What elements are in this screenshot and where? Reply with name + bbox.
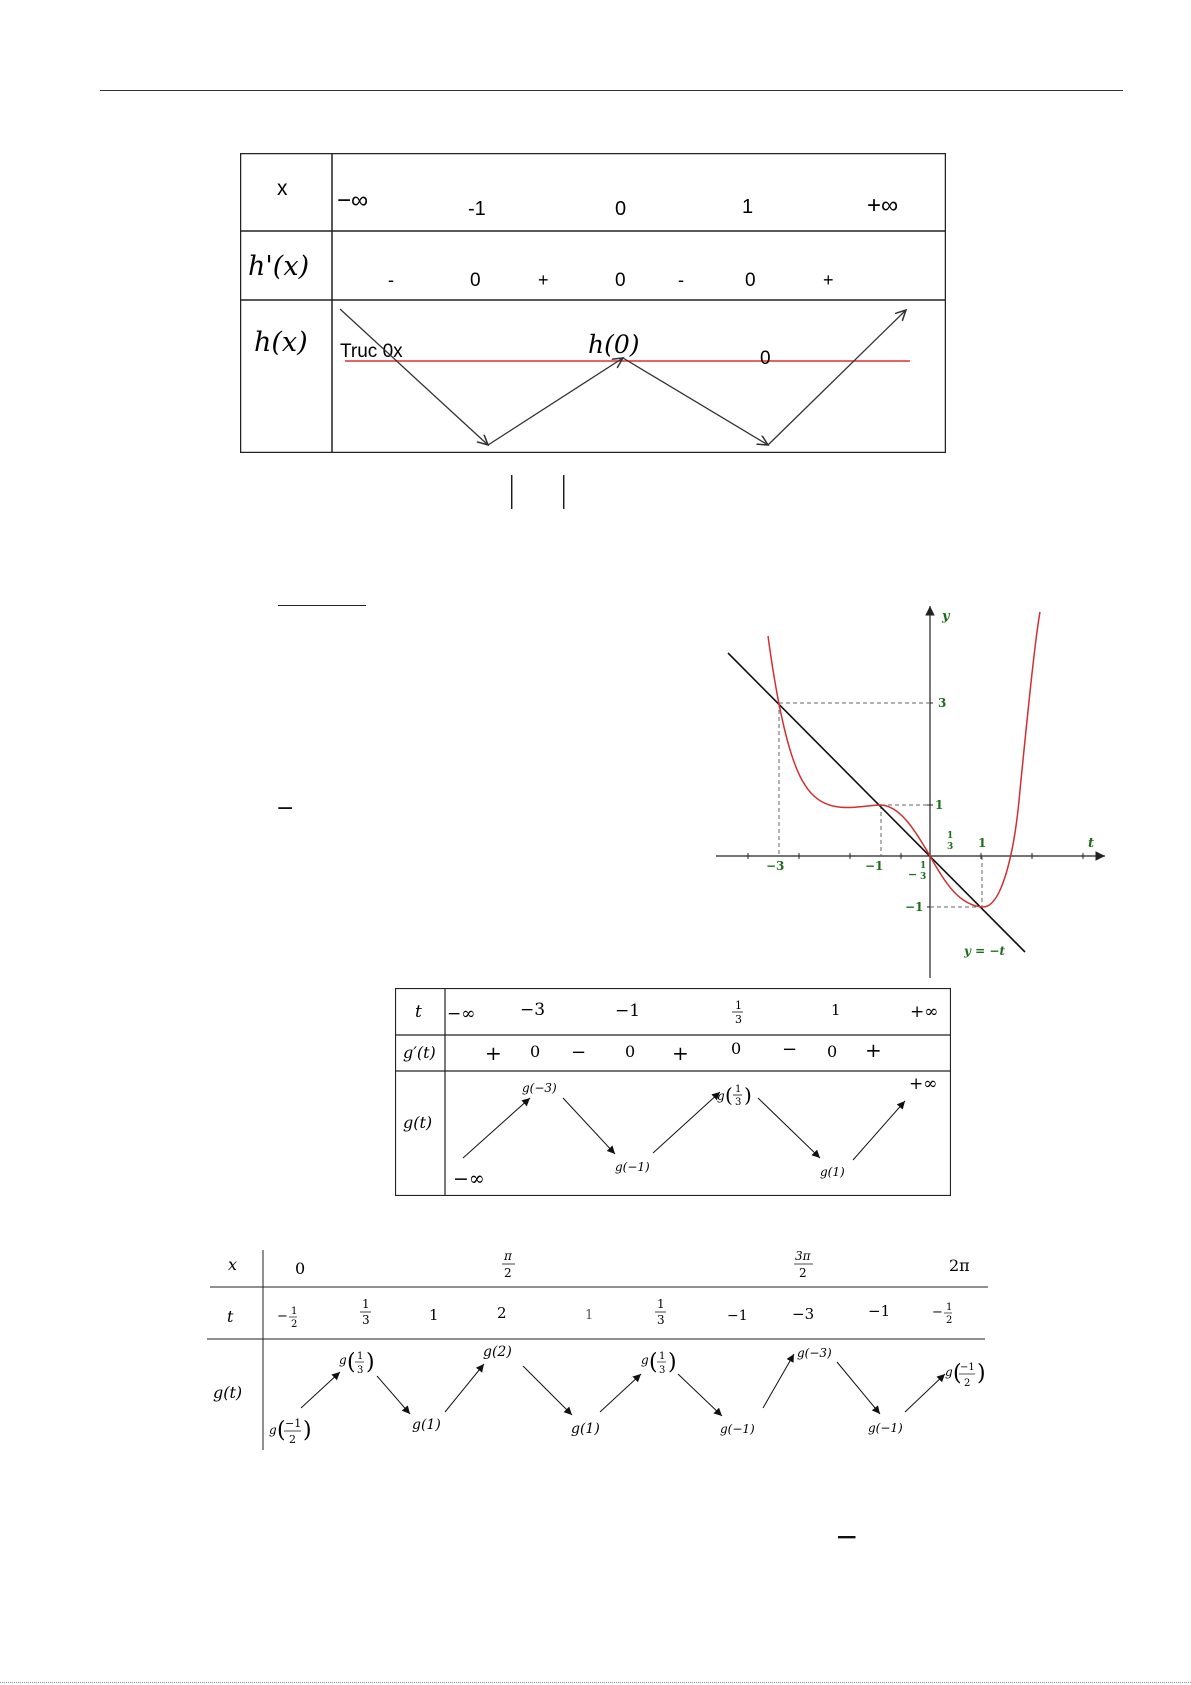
g-curve	[768, 612, 1040, 907]
t-value: 1	[291, 1306, 298, 1317]
g-value: g(1)	[412, 1417, 441, 1433]
g-value: g(−1)	[720, 1422, 755, 1436]
h-table-x-value: 1	[742, 196, 754, 218]
g-table-t-label: t	[415, 1002, 422, 1022]
g-value: g(−1)	[615, 1160, 650, 1174]
h-table-x-value: -1	[468, 198, 486, 220]
dash-mark: −	[276, 796, 295, 821]
gp-sign: 0	[731, 1039, 742, 1058]
g-table-t-value: 1	[735, 999, 742, 1012]
g-arrow-up	[853, 1101, 905, 1160]
g-value: −∞	[453, 1168, 485, 1190]
g-value: g(−3)	[797, 1346, 832, 1360]
neg-third-den: 3	[920, 872, 927, 882]
g-value: −1	[960, 1362, 975, 1373]
underline-mark	[278, 605, 366, 606]
x-value: 3π	[795, 1249, 811, 1263]
hp-sign: +	[823, 270, 834, 290]
x-value: 2π	[949, 1256, 970, 1275]
arrow-up	[301, 1372, 340, 1408]
h-arrow-up	[488, 358, 623, 445]
h-label: h(x)	[254, 327, 308, 358]
g-value: 1	[735, 1084, 742, 1095]
paren: )	[977, 1361, 986, 1386]
dash-mark-bottom: −	[835, 1520, 859, 1553]
gp-sign: +	[865, 1038, 882, 1062]
hp-sign: -	[388, 270, 394, 290]
g-value: g(−1)	[868, 1421, 903, 1435]
g-table-t-value: −∞	[447, 1004, 476, 1024]
arrow-down	[377, 1376, 410, 1414]
abs-bar-left: |	[508, 470, 515, 510]
gp-sign: +	[485, 1041, 502, 1065]
g-value: 1	[659, 1351, 666, 1362]
g-arrow-up	[463, 1098, 530, 1158]
h-table-x-value: 0	[615, 198, 627, 220]
paren: )	[303, 1418, 312, 1443]
g-arrow-down	[563, 1098, 615, 1154]
g-table-t-value: −1	[615, 1001, 641, 1021]
y-axis-label: y	[942, 609, 950, 624]
x-value: 2	[504, 1266, 512, 1280]
g-value: g(1)	[820, 1165, 845, 1179]
g-variation-table	[395, 988, 951, 1196]
t-value: 3	[362, 1313, 370, 1327]
t-value: 1	[585, 1308, 594, 1323]
x-label: x	[228, 1255, 238, 1274]
y-tick-label: 1	[935, 798, 944, 812]
g-value-paren: )	[744, 1083, 752, 1107]
arrow-up	[763, 1354, 794, 1408]
g-value: −1	[285, 1417, 302, 1430]
g-table-t-value: 1	[831, 1001, 841, 1019]
g-value: 3	[735, 1097, 742, 1108]
h-arrow-up	[768, 310, 906, 445]
x-tick-label: 1	[978, 836, 987, 850]
t-value: 1	[657, 1297, 665, 1311]
paren: (	[953, 1361, 962, 1386]
h-table-x-value: +∞	[867, 192, 899, 219]
g-value: g	[945, 1365, 953, 1379]
x-tick-label: −	[908, 868, 918, 881]
t-value: 2	[291, 1319, 298, 1330]
g-value: 3	[659, 1365, 666, 1376]
x-tick-label: 1	[947, 831, 954, 841]
h-zero-label: 0	[760, 348, 771, 369]
g-table-t-value: +∞	[910, 1002, 939, 1022]
gp-sign: +	[672, 1041, 689, 1065]
gp-sign: 0	[530, 1042, 541, 1061]
paren: (	[277, 1418, 286, 1443]
gp-sign: 0	[827, 1042, 838, 1061]
y-tick-label: 3	[938, 696, 947, 710]
paren: )	[668, 1350, 677, 1375]
x-tick-label: −3	[766, 859, 785, 873]
hp-sign: 0	[470, 270, 481, 291]
t-value: −3	[792, 1305, 815, 1323]
x-value: 0	[295, 1259, 306, 1278]
composite-variation-table	[205, 1240, 1000, 1455]
t-value: 1	[946, 1302, 953, 1313]
t-value: 1	[429, 1306, 439, 1324]
gp-sign: −	[782, 1039, 798, 1060]
paren: (	[347, 1350, 356, 1375]
arrow-up	[905, 1374, 945, 1412]
h-arrow-down	[623, 358, 768, 445]
x-value: π	[504, 1249, 512, 1263]
neg-third-num: 1	[920, 861, 927, 871]
t-value: 1	[362, 1297, 370, 1311]
g-value: g(1)	[571, 1421, 600, 1437]
h-variation-table	[240, 153, 946, 453]
arrow-down	[678, 1374, 722, 1416]
g-value: 2	[964, 1378, 971, 1389]
g-value: g(2)	[483, 1344, 512, 1360]
t-value: −	[277, 1309, 288, 1324]
line-label: y = −t	[964, 944, 1005, 958]
hp-sign: 0	[615, 270, 626, 291]
gp-sign: 0	[625, 1042, 636, 1061]
footer-rule	[0, 1682, 1191, 1683]
axis-note: Truc 0x	[340, 341, 403, 362]
h-table-x-value: −∞	[337, 187, 369, 214]
t-axis-label: t	[1088, 836, 1095, 851]
t-value: 2	[497, 1304, 507, 1322]
g-table-t-value: 3	[735, 1013, 742, 1026]
g-value: 2	[289, 1433, 296, 1446]
g-arrow-down	[758, 1098, 820, 1158]
g-value: g	[339, 1353, 347, 1367]
g-label: g(t)	[403, 1113, 433, 1132]
hp-sign: +	[538, 270, 549, 290]
t-value: −1	[868, 1302, 891, 1320]
third-den: 3	[947, 842, 954, 852]
arrow-down	[837, 1362, 880, 1414]
abs-bar-right: |	[560, 470, 567, 510]
t-value: −	[932, 1305, 943, 1320]
g-value: +∞	[909, 1074, 938, 1094]
g-table-t-value: −3	[520, 1000, 546, 1020]
t-value: −1	[727, 1308, 748, 1324]
paren: (	[649, 1350, 658, 1375]
function-graph	[710, 600, 1110, 980]
h-arrow-down	[340, 309, 488, 445]
h0-label: h(0)	[588, 330, 640, 359]
g-value: g	[717, 1089, 725, 1103]
h-table-x-label: x	[277, 177, 288, 200]
x-tick-label: −1	[865, 859, 884, 873]
y-tick-label: −1	[905, 900, 924, 914]
header-rule	[100, 90, 1123, 91]
t-label: t	[227, 1307, 234, 1326]
hp-sign: -	[678, 270, 684, 290]
gp-sign: −	[571, 1042, 587, 1063]
g-value-paren: (	[725, 1083, 733, 1107]
gp-label: g′(t)	[403, 1043, 436, 1062]
t-value: 2	[946, 1315, 953, 1326]
arrow-up	[600, 1374, 641, 1412]
g-value: 1	[357, 1351, 364, 1362]
arrow-down	[523, 1366, 572, 1415]
arrow-up	[445, 1364, 484, 1412]
g-arrow-up	[653, 1092, 720, 1153]
g-value: g	[641, 1353, 649, 1367]
g-value: 3	[357, 1365, 364, 1376]
x-value: 2	[799, 1266, 807, 1280]
hp-label: h'(x)	[248, 251, 310, 282]
paren: )	[366, 1350, 375, 1375]
g-value: g(−3)	[522, 1081, 557, 1095]
hp-sign: 0	[745, 270, 756, 291]
t-value: 3	[657, 1313, 665, 1327]
g-value: g	[269, 1423, 277, 1437]
g-label: g(t)	[213, 1383, 243, 1402]
